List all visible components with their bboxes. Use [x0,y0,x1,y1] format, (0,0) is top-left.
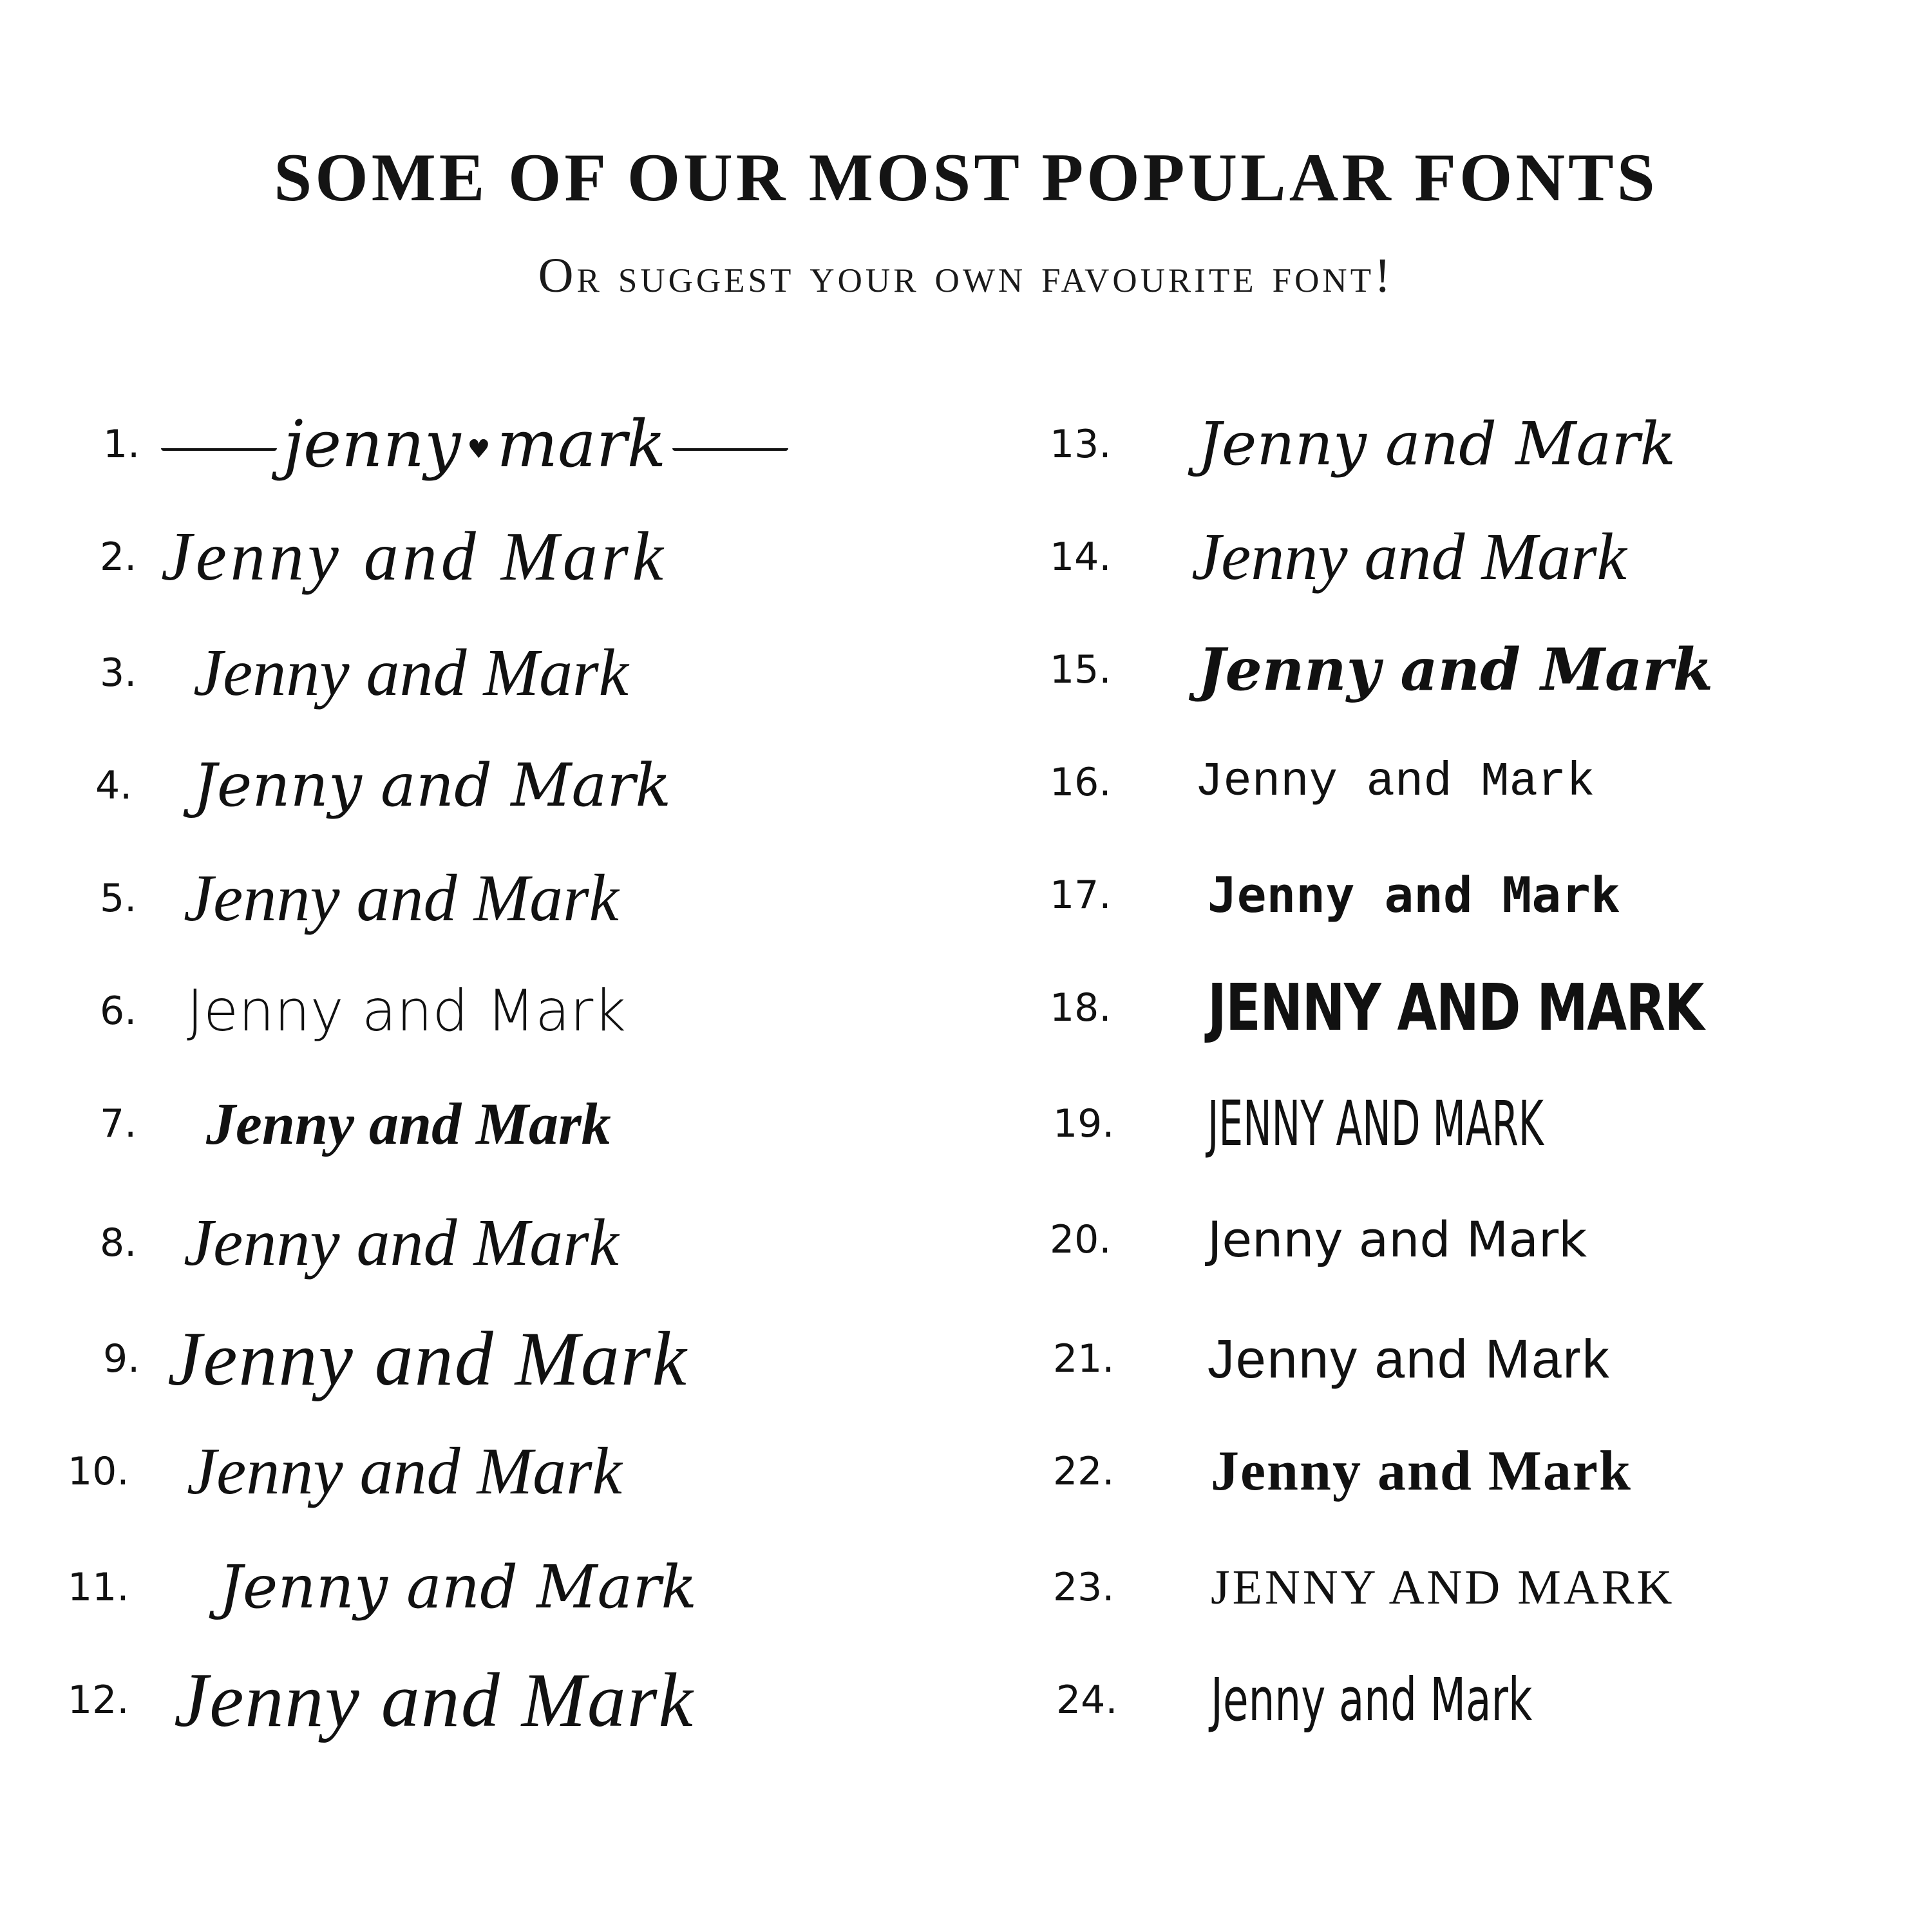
font-sample: Jenny and Mark [1208,1329,1611,1389]
font-sample-row [966,1649,1900,1752]
font-number: 6. [100,989,137,1034]
font-sample-row [966,1307,1900,1410]
font-number: 4. [95,763,133,808]
font-number: 3. [100,650,137,696]
font-number: 20. [1050,1217,1112,1262]
font-sample: Jenny and Mark [206,1091,611,1157]
font-number: 14. [1050,535,1112,580]
flourish-decoration [672,448,788,451]
font-sample-row [0,1536,934,1639]
font-sample-row [0,621,934,724]
font-number: 15. [1050,647,1112,692]
font-number: 12. [68,1678,129,1723]
font-number: 2. [100,535,137,580]
font-sample-row [966,506,1900,609]
heart-icon: ♥ [467,435,491,465]
font-sample: Jenny and Mark [193,751,672,820]
font-sample: Jenny and Mark [1211,1665,1533,1734]
font-sample: Jenny and Mark [1195,755,1595,810]
font-number: 8. [100,1220,137,1265]
font-sample: Jenny and Mark [1211,1440,1632,1502]
font-number: 24. [1056,1678,1118,1723]
font-sample: Jenny and Mark [193,636,629,710]
font-number: 16. [1050,760,1112,805]
font-sample-row [0,734,934,837]
font-number: 13. [1050,422,1112,467]
font-sample: JENNY AND MARK [1208,970,1703,1045]
font-list-left [0,0,934,1932]
font-sample: Jenny and Mark [184,861,619,935]
font-sample: Jenny and Mark [1208,866,1620,923]
font-sample-row [0,847,934,950]
font-sample-row [0,1072,934,1175]
font-sample: Jenny and Mark [167,1316,688,1401]
font-sample: Jenny and Mark [1198,636,1714,704]
font-number: 18. [1050,985,1112,1030]
font-sample-row [966,1188,1900,1291]
page-subtitle: Or suggest your own favourite font! [538,249,1394,303]
font-number: 9. [103,1336,140,1381]
font-sample-row [0,1307,934,1410]
font-sample: Jenny and Mark [1198,410,1676,478]
sample-name-left: jenny [283,406,461,482]
font-sample-row [966,393,1900,496]
font-number: 1. [103,422,140,467]
font-number: 21. [1053,1336,1115,1381]
font-sample: Jenny and Mark [161,518,667,595]
font-sample-row [0,393,934,496]
font-number: 19. [1053,1101,1115,1146]
font-sample: Jenny and Mark [187,1434,622,1508]
font-number: 11. [68,1565,129,1610]
font-number: 23. [1053,1565,1115,1610]
font-sample-row [966,1072,1900,1175]
font-sample-row [0,960,934,1063]
font-sample: Jenny and Mark [1191,520,1627,594]
font-number: 22. [1053,1449,1115,1494]
sample-name-right: mark [497,406,667,482]
flourish-decoration [161,448,277,451]
font-sample: Jenny and Mark [174,1657,694,1743]
font-number: 7. [100,1101,137,1146]
font-sample: Jenny and Mark [184,1206,619,1280]
font-sample: JENNY AND MARK [1211,1560,1675,1615]
font-number: 17. [1050,873,1112,918]
font-sample: Jenny and Mark [1208,1211,1587,1268]
font-sample-row [0,506,934,609]
font-sample-row [966,1536,1900,1639]
page-title: SOME OF OUR MOST POPULAR FONTS [274,140,1658,215]
font-list-right [966,0,1900,1932]
font-number: 10. [68,1449,129,1494]
font-sample-row [0,1191,934,1294]
font-sample: JENNY AND MARK [1208,1088,1544,1160]
font-sample-row [0,1420,934,1523]
font-sample-row [0,1649,934,1752]
font-sample-row [966,731,1900,834]
font-number: 5. [100,876,137,921]
font-sample-row [966,1420,1900,1523]
font-sample-row [966,844,1900,947]
font-sample: Jenny and Mark [187,978,627,1044]
font-sample-row [966,956,1900,1059]
font-sample: Jenny and Mark [219,1553,697,1622]
font-sample [155,393,795,501]
font-sample-row [966,618,1900,721]
